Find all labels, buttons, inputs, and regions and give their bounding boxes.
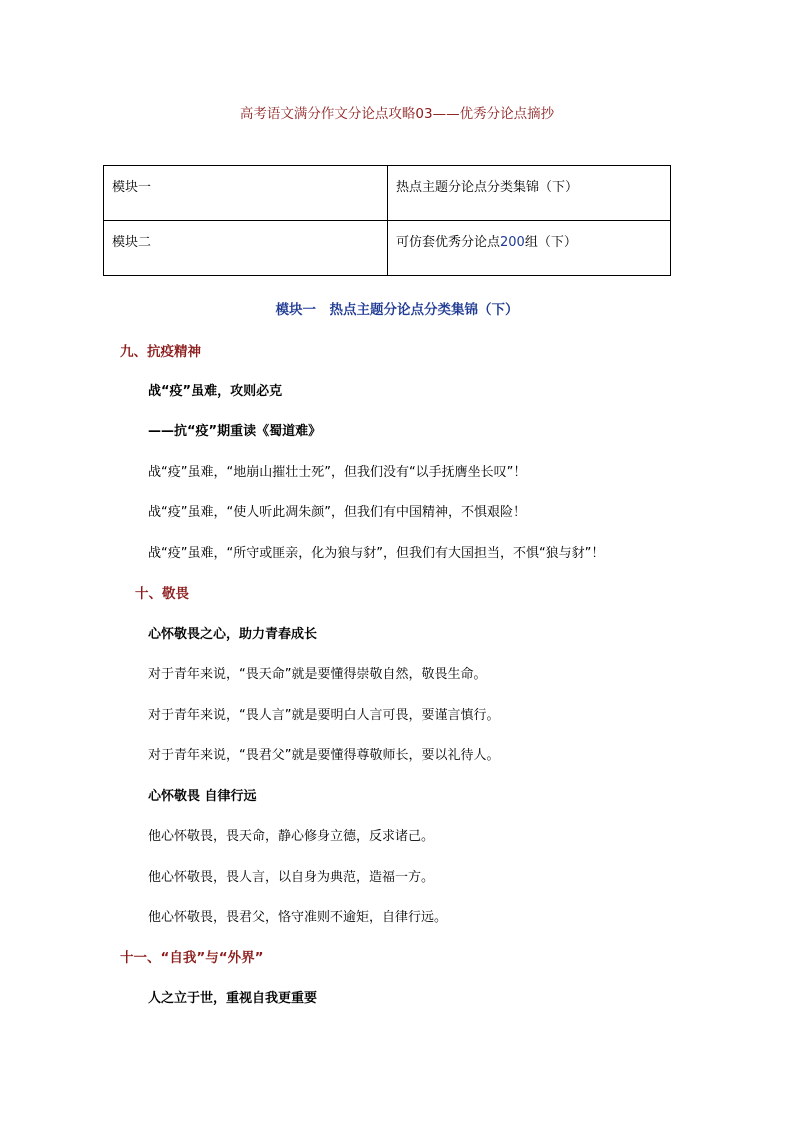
toc-module-cell: 模块一 <box>104 166 388 221</box>
body-line: 战“疫”虽难，“使人听此凋朱颜”，但我们有中国精神，不惧艰险！ <box>148 505 526 520</box>
section-heading: 九、抗疫精神 <box>120 344 201 360</box>
body-line: 对于青年来说，“畏君父”就是要懂得尊敬师长，要以礼待人。 <box>148 748 500 763</box>
toc-title-suffix: 组（下） <box>524 235 577 250</box>
subheading: 人之立于世，重视自我更重要 <box>148 991 318 1006</box>
body-line: 他心怀敬畏，畏人言，以自身为典范，造福一方。 <box>148 870 435 885</box>
toc-table <box>103 165 671 276</box>
section-heading: 十一、“自我”与“外界” <box>120 950 264 966</box>
toc-title-number: 200 <box>500 235 525 250</box>
toc-title-text: 可仿套优秀分论点 <box>396 235 501 250</box>
page-title: 高考语文满分作文分论点攻略03——优秀分论点摘抄 <box>239 106 555 122</box>
body-line: 战“疫”虽难，“所守或匪亲，化为狼与豺”，但我们有大国担当，不惧“狼与豺”！ <box>148 546 605 561</box>
body-line: 对于青年来说，“畏天命”就是要懂得崇敬自然，敬畏生命。 <box>148 667 487 682</box>
subheading: 心怀敬畏 自律行远 <box>148 789 257 804</box>
toc-module-cell: 模块二 <box>104 221 388 276</box>
toc-title-text: 热点主题分论点分类集锦（下） <box>396 180 579 195</box>
toc-title-cell <box>388 221 671 276</box>
toc-row <box>104 221 671 276</box>
body-line: 对于青年来说，“畏人言”就是要明白人言可畏，要谨言慎行。 <box>148 708 500 723</box>
body-line: 他心怀敬畏，畏天命，静心修身立德，反求诸己。 <box>148 829 435 844</box>
subheading: 战“疫”虽难，攻则必克 <box>148 384 283 399</box>
toc-row <box>104 166 671 221</box>
subheading: ——抗“疫”期重读《蜀道难》 <box>148 424 322 439</box>
body-line: 他心怀敬畏，畏君父，恪守准则不逾矩，自律行远。 <box>148 910 448 925</box>
body-line: 战“疫”虽难，“地崩山摧壮士死”，但我们没有“以手抚膺坐长叹”！ <box>148 465 527 480</box>
section-heading: 十、敬畏 <box>135 586 189 602</box>
toc-title-cell <box>388 166 671 221</box>
subheading: 心怀敬畏之心，助力青春成长 <box>148 627 318 642</box>
module-heading: 模块一 热点主题分论点分类集锦（下） <box>275 302 519 318</box>
